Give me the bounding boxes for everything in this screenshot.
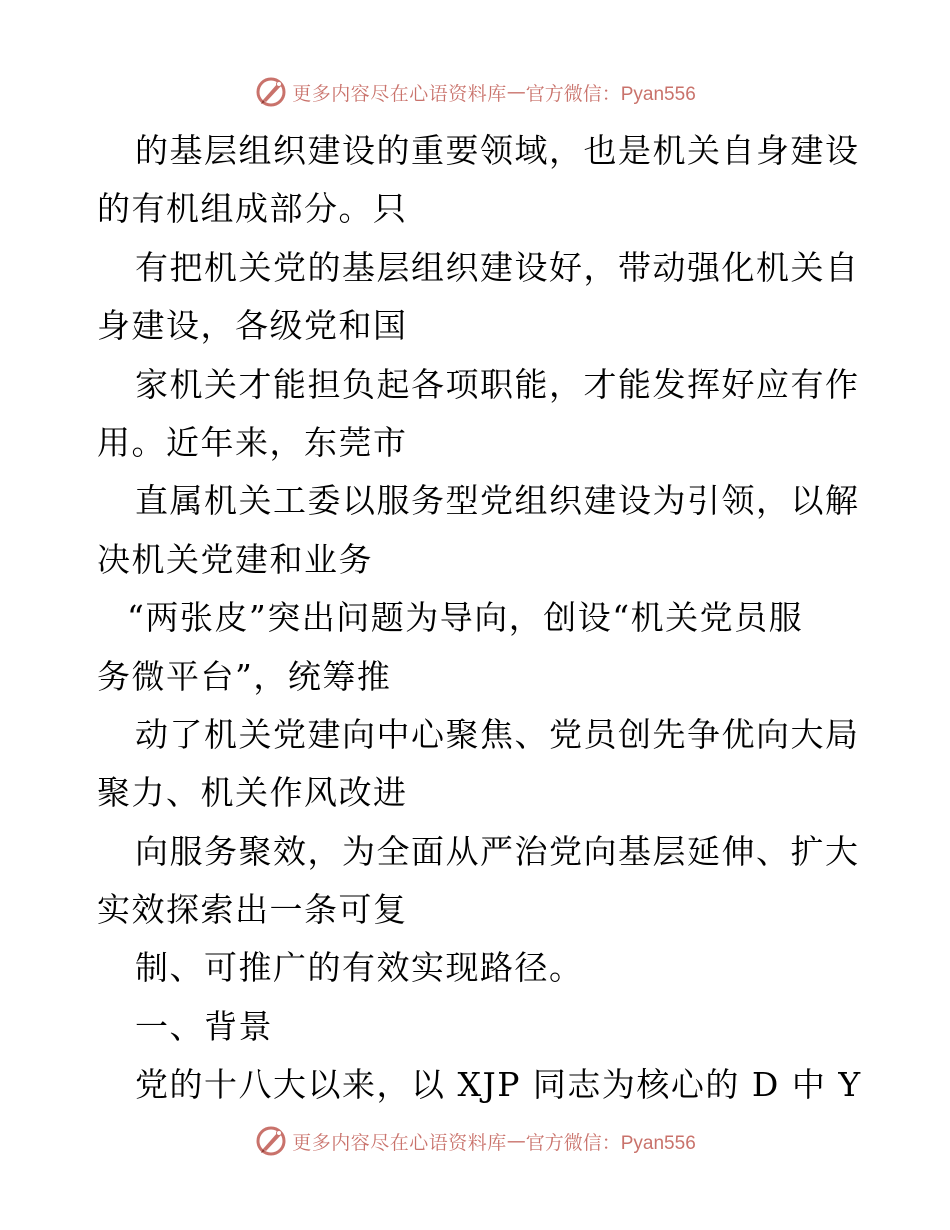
text-line: 动了机关党建向中心聚焦、党员创先争优向大局	[135, 714, 860, 754]
banner-dash: —	[506, 81, 526, 103]
banner-dash: —	[506, 1130, 526, 1152]
banner-site-name: 更多内容尽在心语资料库	[292, 82, 507, 105]
banner-contact: 官方微信：Pyan556	[525, 1132, 696, 1154]
header-banner-content	[254, 72, 696, 112]
footer-banner-content	[254, 1121, 696, 1161]
text-line: 有把机关党的基层组织建设好，带动强化机关自	[135, 247, 860, 287]
text-line: 制、可推广的有效实现路径。	[135, 948, 584, 988]
quill-pen-logo-icon	[254, 75, 288, 109]
text-line: “两张皮”突出问题为导向，创设“机关党员服	[127, 598, 804, 638]
text-line: 务微平台”，统筹推	[97, 656, 392, 696]
banner-site-name: 更多内容尽在心语资料库	[292, 1131, 507, 1154]
text-line: 向服务聚效，为全面从严治党向基层延伸、扩大	[135, 831, 860, 871]
text-line: 决机关党建和业务	[97, 539, 373, 579]
text-line: 的有机组成部分。只	[97, 189, 408, 229]
header-banner	[0, 72, 950, 112]
text-line: 用。近年来，东莞市	[97, 422, 408, 462]
footer-banner	[0, 1121, 950, 1161]
text-line: 实效探索出一条可复	[97, 890, 408, 930]
section-heading: 一、背景	[135, 1006, 273, 1046]
banner-contact: 官方微信：Pyan556	[525, 83, 696, 105]
text-line: 聚力、机关作风改进	[97, 773, 408, 813]
text-line: 家机关才能担负起各项职能，才能发挥好应有作	[135, 364, 860, 404]
text-line: 党的十八大以来，以 XJP 同志为核心的 D 中 Y	[135, 1065, 862, 1105]
text-line: 的基层组织建设的重要领域，也是机关自身建设	[135, 131, 860, 170]
quill-pen-logo-icon	[254, 1124, 288, 1158]
text-line: 身建设，各级党和国	[97, 306, 408, 346]
document-body	[97, 122, 862, 1115]
text-line: 直属机关工委以服务型党组织建设为引领，以解	[135, 481, 860, 521]
